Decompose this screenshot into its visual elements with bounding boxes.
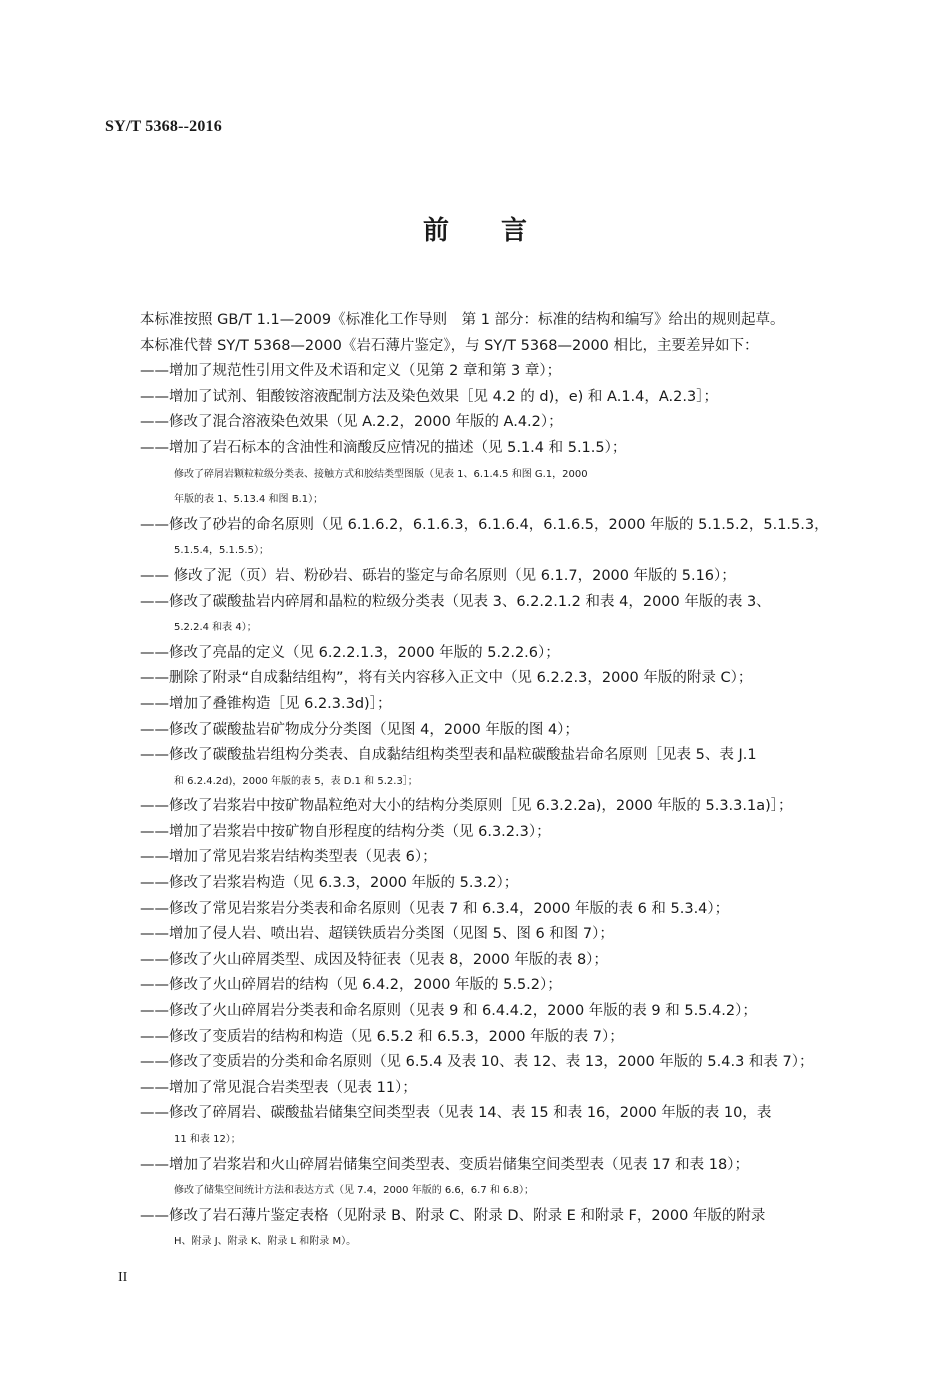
text-line: ——修改了碎屑岩、碳酸盐岩储集空间类型表（见表 14、表 15 和表 16，2000 年版的表 10，表 bbox=[140, 1105, 772, 1122]
text-line: ——修改了火山碎屑岩的结构（见 6.4.2，2000 年版的 5.5.2）； bbox=[140, 977, 562, 994]
text-line: ——增加了岩石标本的含油性和滴酸反应情况的描述（见 5.1.4 和 5.1.5）； bbox=[140, 439, 627, 456]
text-line: ——修改了变质岩的分类和命名原则（见 6.5.4 及表 10、表 12、表 13，2000 年版的 5.4.3 和表 7）； bbox=[140, 1054, 814, 1071]
text-line: 本标准按照 GB/T 1.1—2009《标准化工作导则 第 1 部分：标准的结构和编写》给出的规则起草。 bbox=[140, 312, 785, 328]
text-line: ——修改了变质岩的结构和构造（见 6.5.2 和 6.5.3，2000 年版的表 7）； bbox=[140, 1028, 624, 1045]
text-line: 年版的表 1、5.13.4 和图 B.1）； bbox=[174, 494, 324, 506]
text-line: ——修改了亮晶的定义（见 6.2.2.1.3，2000 年版的 5.2.2.6）； bbox=[140, 644, 560, 661]
text-line: ——增加了常见岩浆岩结构类型表（见表 6）； bbox=[140, 849, 437, 866]
text-line: 5.1.5.4，5.1.5.5）； bbox=[174, 545, 269, 557]
text-line: —— 修改了泥（页）岩、粉砂岩、砾岩的鉴定与命名原则（见 6.1.7，2000 年版的 5.16）； bbox=[140, 567, 736, 584]
text-line: ——删除了附录“自成黏结组构”，将有关内容移入正文中（见 6.2.2.3，2000 年版的附录 C）； bbox=[140, 670, 753, 687]
text-line: ——修改了岩浆岩构造（见 6.3.3，2000 年版的 5.3.2）； bbox=[140, 875, 519, 892]
page-title: 前言 bbox=[422, 216, 579, 246]
text-line: 5.2.2.4 和表 4）； bbox=[174, 622, 257, 634]
text-line: ——增加了规范性引用文件及术语和定义（见第 2 章和第 3 章）； bbox=[140, 363, 562, 380]
text-line: ——增加了常见混合岩类型表（见表 11）； bbox=[140, 1079, 417, 1096]
text-line: ——修改了碳酸盐岩矿物成分分类图（见图 4，2000 年版的图 4）； bbox=[140, 721, 579, 738]
text-line: ——修改了火山碎屑岩分类表和命名原则（见表 9 和 6.4.4.2，2000 年版的表 9 和 5.5.4.2）； bbox=[140, 1003, 757, 1020]
text-line: ——增加了岩浆岩和火山碎屑岩储集空间类型表、变质岩储集空间类型表（见表 17 和表 18）； bbox=[140, 1156, 749, 1173]
text-line: ——修改了混合溶液染色效果（见 A.2.2，2000 年版的 A.4.2）； bbox=[140, 414, 563, 431]
text-line: 修改了碎屑岩颗粒粒级分类表、接触方式和胶结类型图版（见表 1、6.1.4.5 和图 G.1，2000 bbox=[174, 468, 588, 480]
text-line: ——修改了常见岩浆岩分类表和命名原则（见表 7 和 6.3.4，2000 年版的表 6 和 5.3.4）； bbox=[140, 900, 730, 917]
foreword-body bbox=[140, 308, 870, 1255]
text-line: 和 6.2.4.2d)，2000 年版的表 5，表 D.1 和 5.2.3］； bbox=[174, 775, 418, 787]
text-line: H、附录 J、附录 K、附录 L 和附录 M）。 bbox=[174, 1236, 357, 1248]
page-number: II bbox=[118, 1270, 128, 1285]
standard-code: SY/T 5368--2016 bbox=[105, 118, 222, 135]
text-line: ——修改了碳酸盐岩内碎屑和晶粒的粒级分类表（见表 3、6.2.2.1.2 和表 4，2000 年版的表 3、 bbox=[140, 593, 771, 610]
text-line: ——修改了火山碎屑类型、成因及特征表（见表 8，2000 年版的表 8）； bbox=[140, 951, 608, 968]
text-line: ——修改了砂岩的命名原则（见 6.1.6.2，6.1.6.3，6.1.6.4，6.1.6.5，2000 年版的 5.1.5.2，5.1.5.3， bbox=[140, 516, 829, 533]
text-line: 修改了储集空间统计方法和表达方式（见 7.4，2000 年版的 6.6，6.7 和 6.8）； bbox=[174, 1185, 534, 1197]
text-line: 11 和表 12）； bbox=[174, 1134, 241, 1145]
text-line: 本标准代替 SY/T 5368—2000《岩石薄片鉴定》，与 SY/T 5368—2000 相比，主要差异如下： bbox=[140, 337, 759, 354]
text-line: ——增加了侵人岩、喷出岩、超镁铁质岩分类图（见图 5、图 6 和图 7）； bbox=[140, 926, 614, 943]
text-line: ——增加了叠锥构造［见 6.2.3.3d)］； bbox=[140, 695, 392, 712]
text-line: ——增加了试剂、钼酸铵溶液配制方法及染色效果［见 4.2 的 d)，e) 和 A.1.4，A.2.3］； bbox=[140, 388, 718, 405]
text-line: ——增加了岩浆岩中按矿物自形程度的结构分类（见 6.3.2.3）； bbox=[140, 823, 551, 840]
text-line: ——修改了岩浆岩中按矿物晶粒绝对大小的结构分类原则［见 6.3.2.2a)，2000 年版的 5.3.3.1a)］； bbox=[140, 798, 793, 815]
text-line: ——修改了碳酸盐岩组构分类表、自成黏结组构类型表和晶粒碳酸盐岩命名原则［见表 5、表 J.1 bbox=[140, 747, 757, 764]
text-line: ——修改了岩石薄片鉴定表格（见附录 B、附录 C、附录 D、附录 E 和附录 F，2000 年版的附录 bbox=[140, 1207, 766, 1224]
